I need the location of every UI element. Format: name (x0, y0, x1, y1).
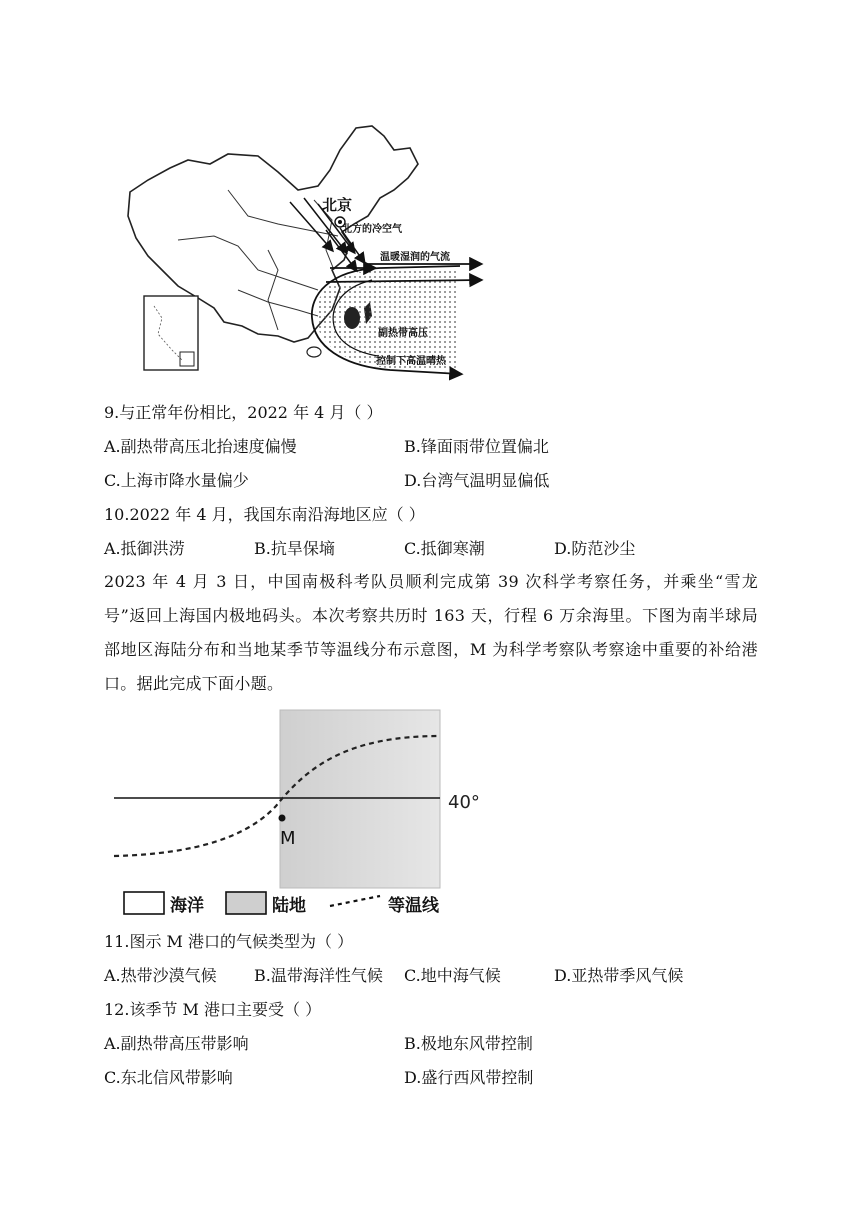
legend-isotherm-swatch (330, 896, 380, 906)
legend-ocean-label: 海洋 (170, 896, 204, 916)
hainan-island (307, 347, 321, 357)
latitude-label: 40° (448, 792, 480, 813)
q12-option-c: C.东北信风带影响 (104, 1068, 233, 1087)
port-m-marker (279, 815, 286, 822)
label-subtropical-high: 副热带高压 (378, 328, 428, 339)
q12-option-a: A.副热带高压带影响 (104, 1034, 249, 1053)
q10-option-d: D.防范沙尘 (554, 539, 636, 558)
legend-land-label: 陆地 (272, 896, 306, 916)
port-m-label: M (280, 828, 296, 849)
q10-option-a: A.抵御洪涝 (104, 539, 185, 558)
legend-isotherm-label: 等温线 (388, 896, 439, 916)
legend-land-swatch (226, 892, 266, 914)
q10-stem: 10.2022 年 4 月，我国东南沿海地区应（ ） (104, 505, 425, 524)
q9-option-a: A.副热带高压北抬速度偏慢 (104, 437, 297, 456)
q11-option-a: A.热带沙漠气候 (104, 966, 217, 985)
q12-option-d: D.盛行西风带控制 (404, 1068, 534, 1087)
label-warm-air: 温暖湿润的气流 (380, 252, 450, 263)
q11-option-d: D.亚热带季风气候 (554, 966, 684, 985)
q10-option-c: C.抵御寒潮 (404, 539, 485, 558)
q12-stem: 12.该季节 M 港口主要受（ ） (104, 1000, 322, 1019)
q9-option-b: B.锋面雨带位置偏北 (404, 437, 549, 456)
legend-ocean-swatch (124, 892, 164, 914)
passage-text: 2023 年 4 月 3 日，中国南极科考队员顺利完成第 39 次科学考察任务，并乘坐“雪龙号”返回上海国内极地码头。本次考察共历时 163 天，行程 6 万余海里。下图为南半球局部地区海陆分布和当地某季节等温线分布示意图，M 为科学考察队考察途中重要的补给港口。据此完成下面小题。 (104, 572, 758, 693)
isotherm-map (108, 706, 488, 924)
q9-option-d: D.台湾气温明显偏低 (404, 471, 550, 490)
q9-stem: 9.与正常年份相比，2022 年 4 月（ ） (104, 403, 383, 422)
china-climate-map (118, 120, 490, 384)
label-cold-air: 北方的冷空气 (342, 224, 402, 235)
q9-option-c: C.上海市降水量偏少 (104, 471, 249, 490)
label-descending: 控制下高温晴热 (376, 356, 446, 367)
label-beijing: 北京 (322, 196, 353, 214)
south-china-sea-inset (144, 296, 198, 370)
q10-option-b: B.抗旱保墒 (254, 539, 335, 558)
q12-option-b: B.极地东风带控制 (404, 1034, 533, 1053)
q11-option-b: B.温带海洋性气候 (254, 966, 383, 985)
q11-stem: 11.图示 M 港口的气候类型为（ ） (104, 932, 354, 951)
q11-option-c: C.地中海气候 (404, 966, 501, 985)
